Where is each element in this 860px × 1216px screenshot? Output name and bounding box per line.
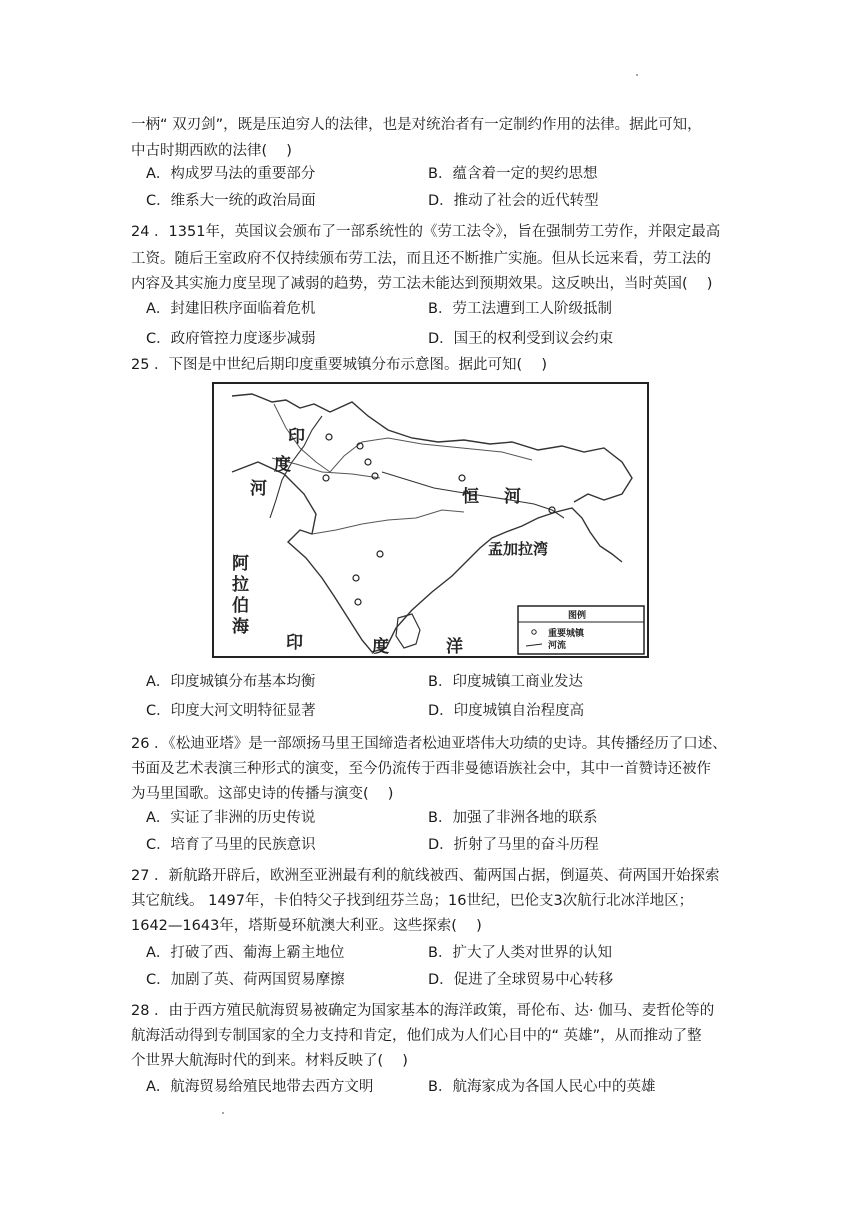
q24-option-c: C．政府管控力度逐步减弱 (146, 331, 316, 347)
q23-option-d: D．推动了社会的近代转型 (428, 193, 599, 209)
q24-option-b: B．劳工法遭到工人阶级抵制 (428, 301, 612, 317)
q23-option-a: A．构成罗马法的重要部分 (146, 166, 316, 182)
q28-option-b: B．航海家成为各国人民心中的英雄 (428, 1079, 656, 1095)
q28-line-2: 航海活动得到专制国家的全力支持和肯定，他们成为人们心目中的“ 英雄”，从而推动了整 (131, 1028, 702, 1044)
q27-option-c: C．加剧了英、荷两国贸易摩擦 (146, 972, 345, 988)
q25-option-b: B．印度城镇工商业发达 (428, 674, 583, 690)
q28-option-a: A．航海贸易给殖民地带去西方文明 (146, 1079, 374, 1095)
label-indus-3: 河 (250, 479, 267, 499)
q27-line-3: 1642—1643年，塔斯曼环航澳大利亚。这些探索( ) (131, 918, 482, 934)
label-ocean-3: 洋 (446, 637, 463, 657)
label-ganges-1: 恒 (462, 487, 479, 507)
q23-line-1: 一柄“ 双刃剑”，既是压迫穷人的法律，也是对统治者有一定制约作用的法律。据此可知， (131, 117, 702, 133)
label-arabian-4: 海 (232, 617, 249, 637)
q24-line-3: 内容及其实施力度呈现了减弱的趋势，劳工法未能达到预期效果。这反映出，当时英国( ) (131, 276, 713, 292)
q26-option-c: C．培育了马里的民族意识 (146, 837, 316, 853)
q27-option-b: B．扩大了人类对世界的认知 (428, 945, 612, 961)
q27-option-a: A．打破了西、葡海上霸主地位 (146, 945, 345, 961)
page-mark (636, 74, 638, 76)
q23-line-2: 中古时期西欧的法律( ) (131, 143, 292, 159)
q23-option-c: C．维系大一统的政治局面 (146, 193, 316, 209)
q26-option-a: A．实证了非洲的历史传说 (146, 810, 316, 826)
q27-line-2: 其它航线。 1497年，卡伯特父子找到纽芬兰岛；16世纪，巴伦支3次航行北冰洋地区； (131, 893, 694, 909)
label-ocean-2: 度 (372, 637, 389, 657)
q24-line-1: 24 ．1351年，英国议会颁布了一部系统性的《劳工法令》，旨在强制劳工劳作，并限定最高 (131, 224, 721, 240)
legend-title: 图例 (568, 611, 587, 621)
page-mark (222, 1112, 224, 1114)
label-ocean-1: 印 (286, 633, 303, 653)
legend-city-label: 重要城镇 (548, 629, 585, 639)
label-indus-1: 印 (288, 427, 305, 447)
q25-option-c: C．印度大河文明特征显著 (146, 703, 316, 719)
q28-line-3: 个世界大航海时代的到来。材料反映了( ) (131, 1053, 408, 1069)
q24-option-d: D．国王的权利受到议会约束 (428, 331, 614, 347)
q26-option-d: D．折射了马里的奋斗历程 (428, 837, 599, 853)
map-legend (518, 606, 644, 654)
label-arabian-3: 伯 (232, 596, 249, 616)
q26-line-3: 为马里国歌。这部史诗的传播与演变( ) (131, 786, 394, 802)
q25-option-a: A．印度城镇分布基本均衡 (146, 674, 316, 690)
label-arabian-2: 拉 (232, 575, 249, 595)
q23-option-b: B．蕴含着一定的契约思想 (428, 166, 598, 182)
label-ganges-2: 河 (504, 487, 521, 507)
q24-line-2: 工资。随后王室政府不仅持续颁布劳工法，而且还不断推广实施。但从长远来看，劳工法的 (131, 251, 711, 267)
q25-line-1: 25 ．下图是中世纪后期印度重要城镇分布示意图。据此可知( ) (131, 357, 547, 373)
label-arabian-1: 阿 (232, 554, 249, 574)
q26-line-1: 26 ．《松迪亚塔》是一部颂扬马里王国缔造者松迪亚塔伟大功绩的史诗。其传播经历了口述、 (131, 736, 727, 752)
q24-option-a: A．封建旧秩序面临着危机 (146, 301, 316, 317)
q26-option-b: B．加强了非洲各地的联系 (428, 810, 598, 826)
q28-line-1: 28 ．由于西方殖民航海贸易被确定为国家基本的海洋政策，哥伦布、达· 伽马、麦哲伦等的 (131, 1003, 715, 1019)
label-bay-of-bengal: 孟加拉湾 (488, 540, 549, 558)
q25-option-d: D．印度城镇自治程度高 (428, 703, 585, 719)
q27-option-d: D．促进了全球贸易中心转移 (428, 972, 614, 988)
q27-line-1: 27 ．新航路开辟后，欧洲至亚洲最有利的航线被西、葡两国占据，倒逼英、荷两国开始探索 (131, 868, 720, 884)
india-towns-map (212, 382, 649, 658)
label-indus-2: 度 (274, 455, 291, 475)
legend-river-label: 河流 (548, 641, 567, 651)
q26-line-2: 书面及艺术表演三种形式的演变，至今仍流传于西非曼德语族社会中，其中一首赞诗还被作 (131, 761, 711, 777)
